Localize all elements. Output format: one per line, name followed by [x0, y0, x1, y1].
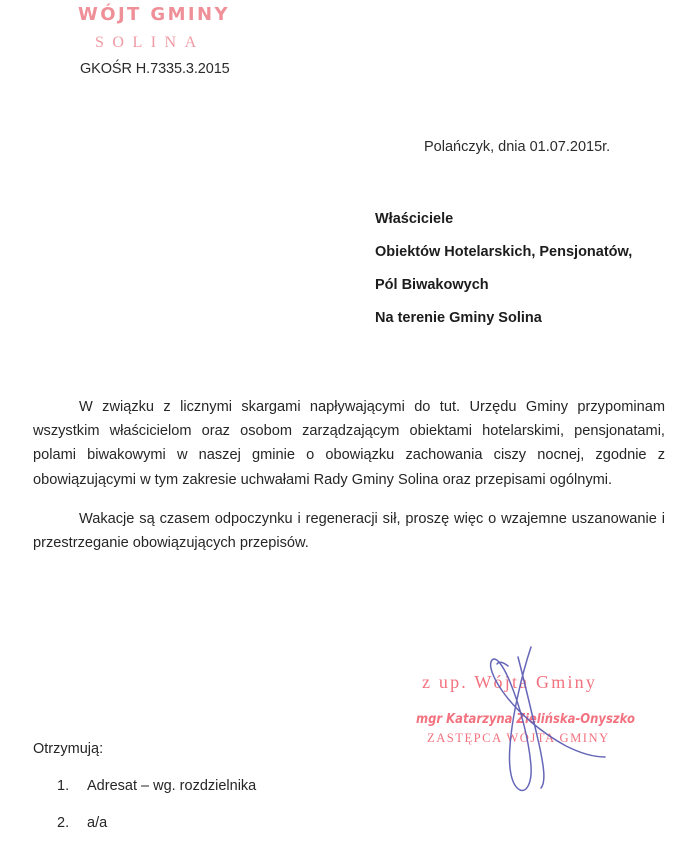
letter-body	[33, 395, 665, 555]
recipients-title: Otrzymują:	[33, 741, 104, 757]
recipients-list	[33, 778, 433, 831]
addressee-block	[375, 211, 675, 326]
list-item-text: a/a	[87, 815, 108, 831]
stamp-municipality-line: SOLINA	[95, 34, 205, 51]
header-office-stamp	[78, 4, 378, 54]
list-item	[33, 778, 433, 794]
list-item	[33, 815, 433, 831]
body-paragraph: W związku z licznymi skargami napływającymi do tut. Urzędu Gminy przypominam wszystkim właścicielom oraz osobom zarządzającym obiektami hotelarskimi, pensjonatami, polami biwakowymi w naszej gminie o obowiązku zachowania ciszy nocnej, zgodnie z obowiązującymi w tym zakresie uchwałami Rady Gminy Solina oraz przepisami ogólnymi.	[33, 399, 665, 488]
addressee-line: Obiektów Hotelarskich, Pensjonatów,	[375, 244, 633, 260]
recipients-block	[33, 741, 433, 831]
addressee-line: Właściciele	[375, 211, 454, 227]
list-item-text: Adresat – wg. rozdzielnika	[87, 778, 257, 794]
list-item-number: 1.	[57, 778, 70, 794]
signature-stamp	[400, 620, 680, 805]
addressee-line: Na terenie Gminy Solina	[375, 310, 542, 326]
stamp-authority-line: WÓJT GMINY	[78, 4, 230, 25]
place-and-date: Polańczyk, dnia 01.07.2015r.	[424, 139, 611, 155]
reference-number: GKOŚR H.7335.3.2015	[80, 61, 230, 77]
signature-name: mgr Katarzyna Zielińska-Onyszko	[416, 712, 635, 727]
addressee-line: Pól Biwakowych	[375, 277, 489, 293]
signature-role: ZASTĘPCA WÓJTA GMINY	[427, 731, 610, 745]
body-paragraph: Wakacje są czasem odpoczynku i regeneracji sił, proszę więc o wzajemne uszanowanie i przestrzeganie obowiązujących przepisów.	[33, 510, 665, 552]
signature-title: z up. Wójta Gminy	[422, 672, 598, 692]
signature-block	[400, 620, 680, 805]
list-item-number: 2.	[57, 815, 70, 831]
